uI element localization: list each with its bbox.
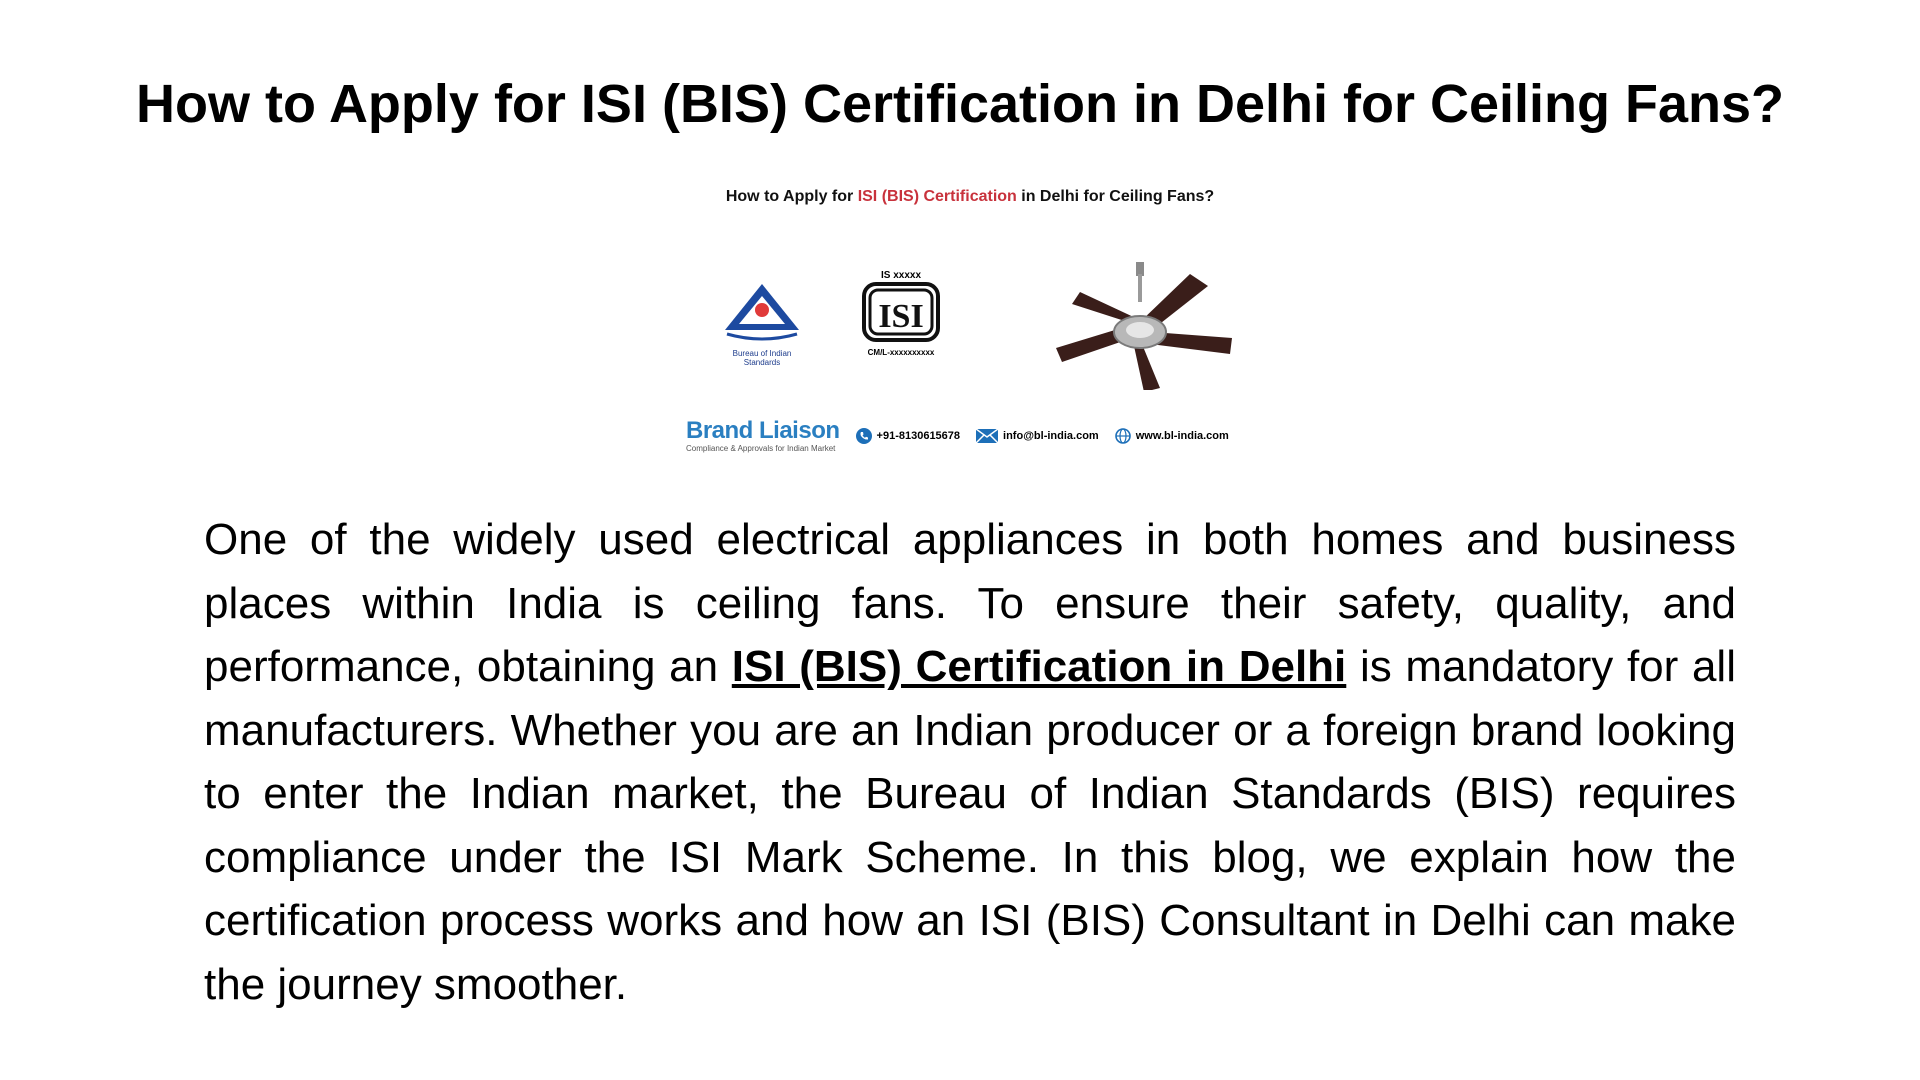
- email-address: info@bl-india.com: [1003, 430, 1099, 442]
- brand-liaison-logo: [686, 419, 840, 453]
- intro-paragraph: [204, 508, 1736, 1016]
- banner-title-after: in Delhi for Ceiling Fans?: [1016, 188, 1215, 205]
- bis-logo-caption: Bureau of Indian Standards: [732, 349, 792, 367]
- banner-footer: [686, 416, 1266, 456]
- globe-icon: [1115, 428, 1131, 444]
- email-contact: [976, 429, 1099, 443]
- banner-title-before: How to Apply for: [725, 188, 858, 205]
- page-title: How to Apply for ISI (BIS) Certification in Delhi for Ceiling Fans?: [135, 74, 1785, 134]
- isi-mark-icon: [861, 281, 941, 343]
- isi-standard-label: IS xxxxx: [880, 270, 922, 281]
- website-contact: [1115, 428, 1229, 444]
- banner-title: [680, 188, 1260, 206]
- intro-text-after: is mandatory for all manufacturers. Whether you are an Indian producer or a foreign brand looking to enter the Indian market, the Bureau of Indian Standards (BIS) requires compliance under the ISI Mark Scheme. In this blog, we explain how the certification process works and how an ISI (BIS) Consultant in Delhi can make the journey smoother.: [204, 642, 1736, 1009]
- brand-name: Brand Liaison: [686, 417, 840, 444]
- ceiling-fan-image: [1040, 260, 1240, 390]
- bis-logo: [716, 280, 808, 370]
- email-icon: [976, 429, 998, 443]
- intro-text-before: One of the widely used electrical appliances in both homes and business places within India is ceiling fans. To ensure their safety, quality, and performance, obtaining an: [204, 515, 1736, 691]
- article-banner-image: [680, 180, 1260, 460]
- website-url: www.bl-india.com: [1135, 430, 1229, 442]
- brand-tagline: Compliance & Approvals for Indian Market: [686, 444, 836, 453]
- isi-license-label: CM/L-xxxxxxxxxx: [867, 348, 935, 357]
- phone-number: +91-8130615678: [876, 430, 961, 442]
- svg-text:ISI: ISI: [878, 298, 924, 335]
- bis-emblem-icon: [719, 280, 805, 342]
- banner-title-highlight: ISI (BIS) Certification: [857, 188, 1017, 205]
- phone-contact: [856, 428, 961, 444]
- isi-mark: [856, 270, 946, 370]
- phone-icon: [856, 428, 872, 444]
- isi-bis-certification-link[interactable]: ISI (BIS) Certification in Delhi: [731, 642, 1347, 691]
